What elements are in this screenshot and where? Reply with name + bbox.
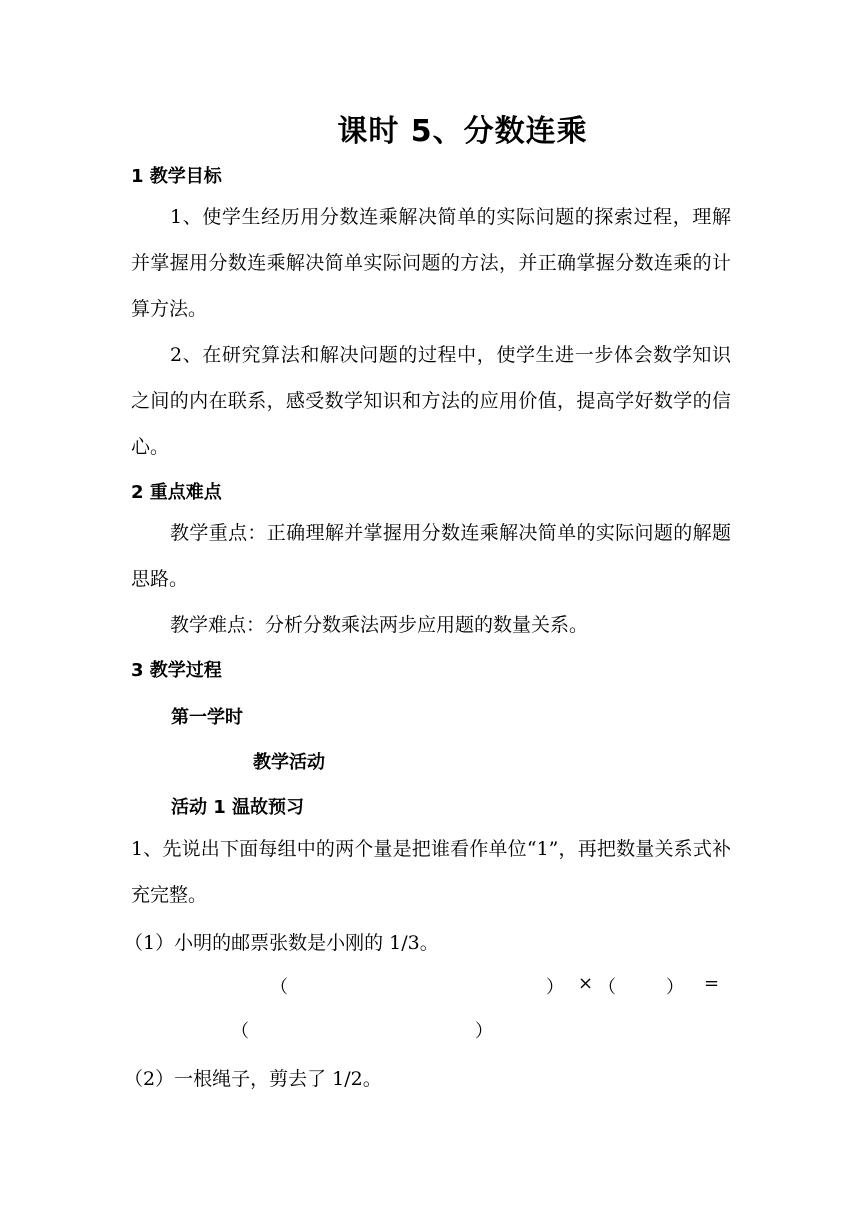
formula-equals-sign: = <box>704 973 720 994</box>
item-1-text: （1）小明的邮票张数是小刚的 1/3。 <box>124 932 439 954</box>
section-heading-process: 3 教学过程 <box>131 660 222 681</box>
document-title: 课时 5、分数连乘 <box>337 114 588 149</box>
objective-paragraph-2: 2、在研究算法和解决问题的过程中，使学生进一步体会数学知识之间的内在联系，感受数学知识和方法的应用价值，提高学好数学的信心。 <box>131 344 731 458</box>
formula-close-paren-2: ） <box>666 977 684 998</box>
formula-close-paren-3: ） <box>475 1021 493 1042</box>
task-1-instruction: 1、先说出下面每组中的两个量是把谁看作单位“1”，再把数量关系式补充完整。 <box>131 838 731 906</box>
formula-open-paren-1: （ <box>270 977 288 998</box>
activity-1-title: 活动 1 温故预习 <box>171 797 305 818</box>
objective-paragraph-1: 1、使学生经历用分数连乘解决简单的实际问题的探索过程，理解并掌握用分数连乘解决简单实际问题的方法，并正确掌握分数连乘的计算方法。 <box>131 206 731 320</box>
formula-open-paren-2: （ <box>598 977 616 998</box>
formula-times-sign: × <box>578 973 594 994</box>
difficulty-paragraph: 教学难点：分析分数乘法两步应用题的数量关系。 <box>170 614 589 636</box>
formula-open-paren-3: （ <box>231 1021 249 1042</box>
lesson-label: 第一学时 <box>171 707 243 728</box>
section-heading-key-points: 2 重点难点 <box>131 482 222 503</box>
section-heading-objectives: 1 教学目标 <box>131 166 222 187</box>
item-2-text: （2）一根绳子，剪去了 1/2。 <box>124 1068 382 1090</box>
formula-close-paren-1: ） <box>546 977 564 998</box>
activities-title: 教学活动 <box>253 752 325 773</box>
key-point-paragraph: 教学重点：正确理解并掌握用分数连乘解决简单的实际问题的解题思路。 <box>131 522 731 590</box>
